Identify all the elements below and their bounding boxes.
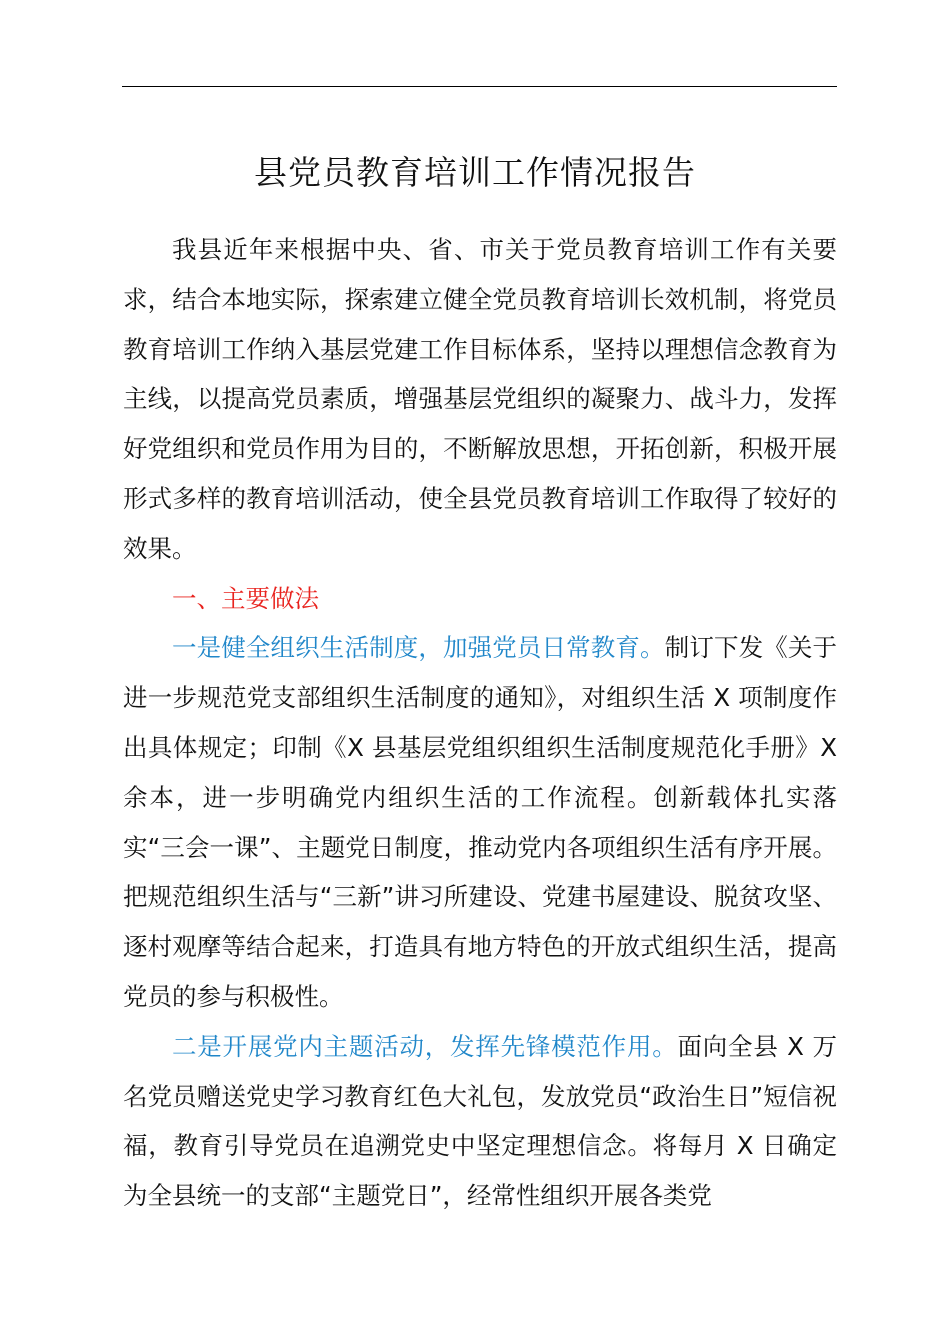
intro-paragraph: 我县近年来根据中央、省、市关于党员教育培训工作有关要求，结合本地实际，探索建立健全党员教育培训长效机制，将党员教育培训工作纳入基层党建工作目标体系，坚持以理想信念教育为主线，以提高党员素质，增强基层党组织的凝聚力、战斗力，发挥好党组织和党员作用为目的，不断解放思想，开拓创新，积极开展形式多样的教育培训活动，使全县党员教育培训工作取得了较好的效果。: [123, 235, 837, 563]
section-heading: 一、主要做法: [172, 583, 319, 613]
document-title: 县党员教育培训工作情况报告: [254, 153, 696, 192]
document-body: [123, 225, 837, 1221]
item-paragraph-1: [123, 623, 837, 1021]
item-lead-1: 一是健全组织生活制度，加强党员日常教育。: [172, 633, 665, 663]
item-lead-2: 二是开展党内主题活动，发挥先锋模范作用。: [172, 1031, 678, 1061]
header-rule: [122, 86, 837, 87]
item-paragraph-2: [123, 1022, 837, 1221]
item-text-2: 面向全县 X 万名党员赠送党史学习教育红色大礼包，发放党员“政治生日”短信祝福，教育引导党员在追溯党史中坚定理想信念。将每月 X 日确定为全县统一的支部“主题党日”，经常性组织开展各类党: [123, 1031, 838, 1211]
item-text-1: 制订下发《关于进一步规范党支部组织生活制度的通知》，对组织生活 X 项制度作出具体规定；印制《X 县基层党组织组织生活制度规范化手册》X 余本，进一步明确党内组织生活的工作流程。创新载体扎实落实“三会一课”、主题党日制度，推动党内各项组织生活有序开展。把规范组织生活与“三新”讲习所建设、党建书屋建设、脱贫攻坚、逐村观摩等结合起来，打造具有地方特色的开放式组织生活，提高党员的参与积极性。: [123, 633, 838, 1011]
